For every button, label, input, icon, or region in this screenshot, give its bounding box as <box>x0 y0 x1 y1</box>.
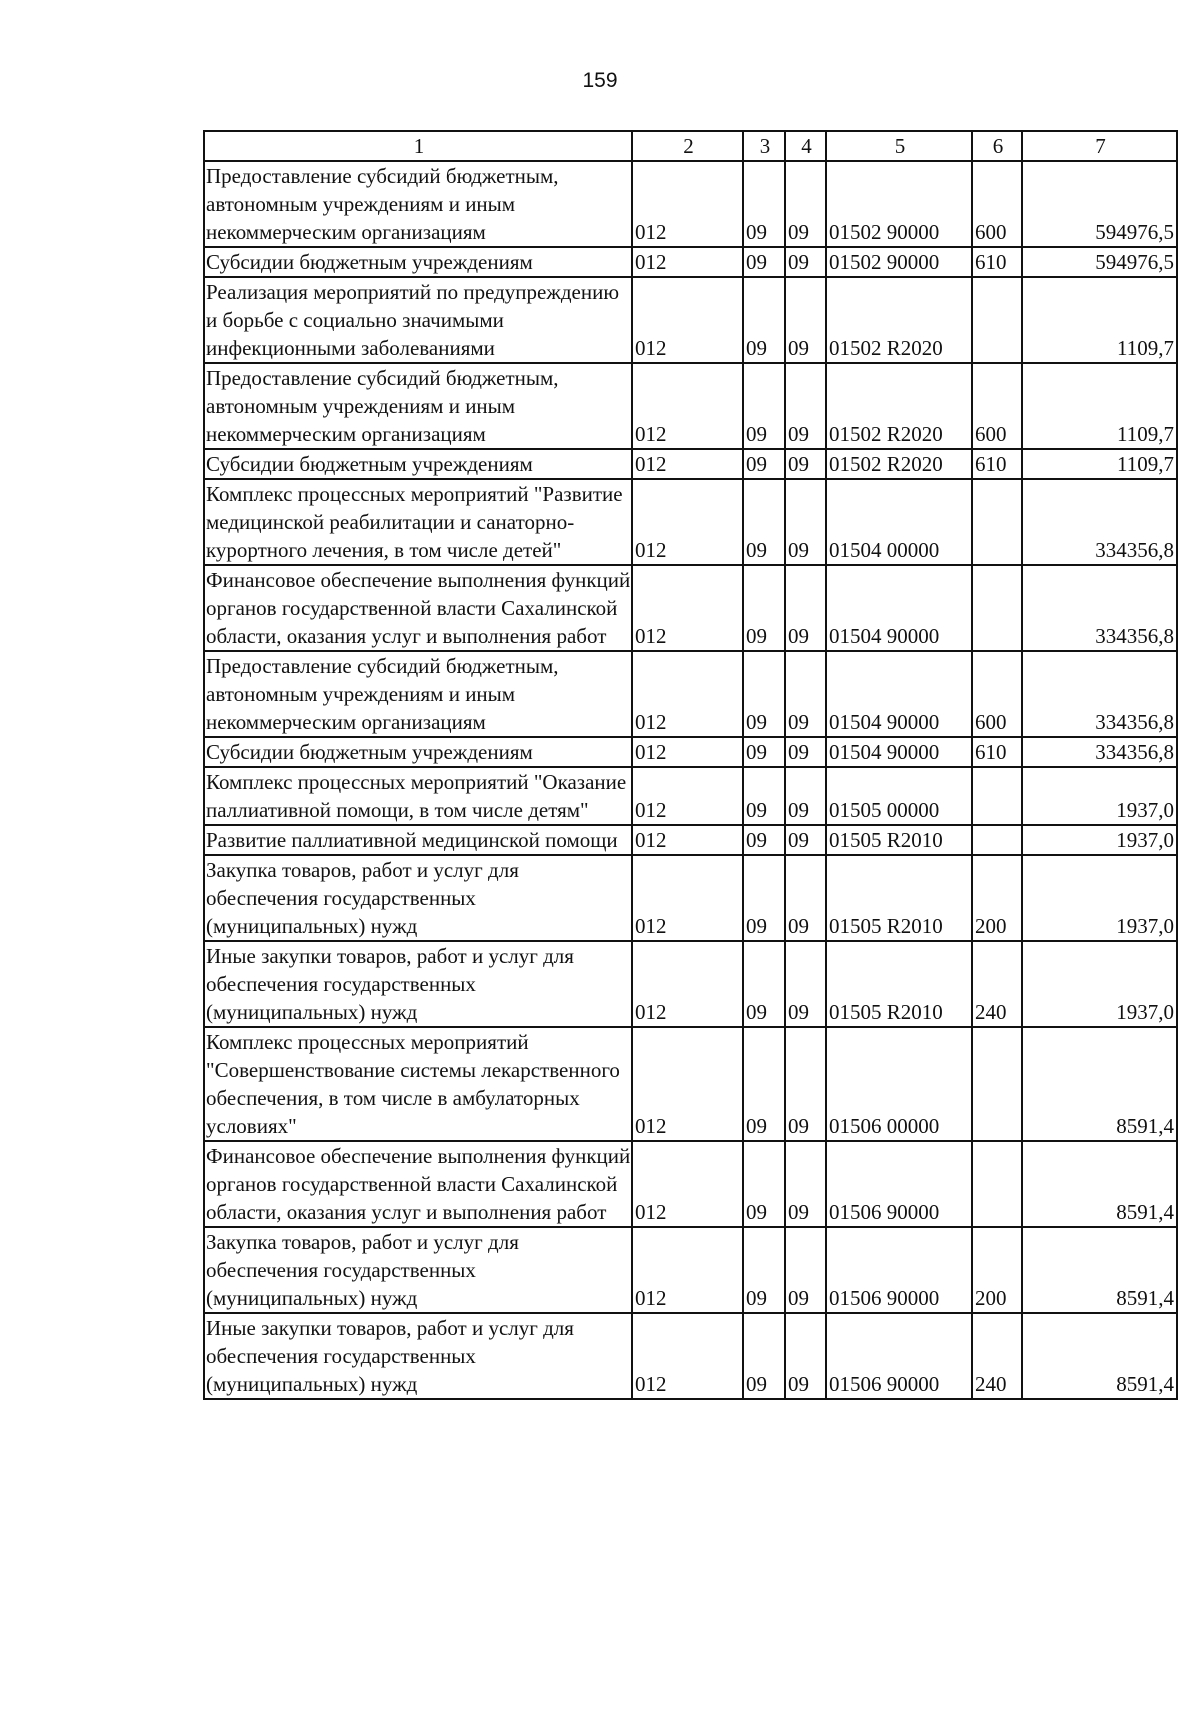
subsection-code-cell: 09 <box>785 277 826 363</box>
ministry-code-cell: 012 <box>632 363 743 449</box>
ministry-code-cell: 012 <box>632 767 743 825</box>
amount-cell: 334356,8 <box>1022 737 1177 767</box>
expense-type-cell <box>972 825 1022 855</box>
target-article-cell: 01502 90000 <box>826 247 972 277</box>
amount-cell: 1937,0 <box>1022 825 1177 855</box>
row-name-cell: Предоставление субсидий бюджетным, автономным учреждениям и иным некоммерческим организациям <box>204 651 632 737</box>
section-code-cell: 09 <box>743 565 785 651</box>
ministry-code-cell: 012 <box>632 941 743 1027</box>
ministry-code-cell: 012 <box>632 737 743 767</box>
table-row <box>204 161 1177 247</box>
target-article-cell: 01502 R2020 <box>826 277 972 363</box>
row-name-cell: Комплекс процессных мероприятий "Развитие медицинской реабилитации и санаторно-курортного лечения, в том числе детей" <box>204 479 632 565</box>
amount-cell: 1109,7 <box>1022 363 1177 449</box>
row-name-cell: Субсидии бюджетным учреждениям <box>204 449 632 479</box>
target-article-cell: 01505 00000 <box>826 767 972 825</box>
subsection-code-cell: 09 <box>785 1027 826 1141</box>
expense-type-cell: 240 <box>972 941 1022 1027</box>
ministry-code-cell: 012 <box>632 565 743 651</box>
row-name-cell: Комплекс процессных мероприятий "Оказание паллиативной помощи, в том числе детям" <box>204 767 632 825</box>
expense-type-cell: 610 <box>972 247 1022 277</box>
ministry-code-cell: 012 <box>632 479 743 565</box>
table-row <box>204 1027 1177 1141</box>
amount-cell: 8591,4 <box>1022 1313 1177 1399</box>
row-name-cell: Иные закупки товаров, работ и услуг для обеспечения государственных (муниципальных) нужд <box>204 1313 632 1399</box>
expense-type-cell: 240 <box>972 1313 1022 1399</box>
target-article-cell: 01502 R2020 <box>826 449 972 479</box>
ministry-code-cell: 012 <box>632 161 743 247</box>
ministry-code-cell: 012 <box>632 825 743 855</box>
table-row <box>204 1227 1177 1313</box>
row-name-cell: Реализация мероприятий по предупреждению и борьбе с социально значимыми инфекционными заболеваниями <box>204 277 632 363</box>
table-row <box>204 363 1177 449</box>
row-name-cell: Финансовое обеспечение выполнения функций органов государственной власти Сахалинской области, оказания услуг и выполнения работ <box>204 1141 632 1227</box>
amount-cell: 594976,5 <box>1022 247 1177 277</box>
amount-cell: 1937,0 <box>1022 767 1177 825</box>
amount-cell: 1109,7 <box>1022 449 1177 479</box>
section-code-cell: 09 <box>743 941 785 1027</box>
ministry-code-cell: 012 <box>632 855 743 941</box>
row-name-cell: Закупка товаров, работ и услуг для обеспечения государственных (муниципальных) нужд <box>204 855 632 941</box>
ministry-code-cell: 012 <box>632 1313 743 1399</box>
table-row <box>204 449 1177 479</box>
table-row <box>204 247 1177 277</box>
section-code-cell: 09 <box>743 767 785 825</box>
amount-cell: 1937,0 <box>1022 855 1177 941</box>
budget-table <box>203 130 1178 1400</box>
subsection-code-cell: 09 <box>785 161 826 247</box>
target-article-cell: 01504 00000 <box>826 479 972 565</box>
subsection-code-cell: 09 <box>785 1141 826 1227</box>
target-article-cell: 01504 90000 <box>826 651 972 737</box>
table-row <box>204 651 1177 737</box>
subsection-code-cell: 09 <box>785 363 826 449</box>
table-row <box>204 1313 1177 1399</box>
column-header: 5 <box>826 131 972 161</box>
target-article-cell: 01506 90000 <box>826 1141 972 1227</box>
target-article-cell: 01506 00000 <box>826 1027 972 1141</box>
section-code-cell: 09 <box>743 277 785 363</box>
expense-type-cell <box>972 767 1022 825</box>
ministry-code-cell: 012 <box>632 449 743 479</box>
target-article-cell: 01504 90000 <box>826 737 972 767</box>
row-name-cell: Финансовое обеспечение выполнения функций органов государственной власти Сахалинской области, оказания услуг и выполнения работ <box>204 565 632 651</box>
subsection-code-cell: 09 <box>785 565 826 651</box>
expense-type-cell <box>972 565 1022 651</box>
amount-cell: 594976,5 <box>1022 161 1177 247</box>
expense-type-cell: 600 <box>972 161 1022 247</box>
expense-type-cell: 600 <box>972 651 1022 737</box>
table-header-row <box>204 131 1177 161</box>
section-code-cell: 09 <box>743 247 785 277</box>
target-article-cell: 01505 R2010 <box>826 825 972 855</box>
table-row <box>204 737 1177 767</box>
amount-cell: 334356,8 <box>1022 651 1177 737</box>
subsection-code-cell: 09 <box>785 825 826 855</box>
row-name-cell: Закупка товаров, работ и услуг для обеспечения государственных (муниципальных) нужд <box>204 1227 632 1313</box>
ministry-code-cell: 012 <box>632 651 743 737</box>
column-header: 1 <box>204 131 632 161</box>
section-code-cell: 09 <box>743 1227 785 1313</box>
ministry-code-cell: 012 <box>632 1227 743 1313</box>
row-name-cell: Иные закупки товаров, работ и услуг для обеспечения государственных (муниципальных) нужд <box>204 941 632 1027</box>
target-article-cell: 01506 90000 <box>826 1313 972 1399</box>
amount-cell: 334356,8 <box>1022 479 1177 565</box>
subsection-code-cell: 09 <box>785 1227 826 1313</box>
row-name-cell: Комплекс процессных мероприятий "Совершенствование системы лекарственного обеспечения, в том числе в амбулаторных условиях" <box>204 1027 632 1141</box>
amount-cell: 334356,8 <box>1022 565 1177 651</box>
row-name-cell: Предоставление субсидий бюджетным, автономным учреждениям и иным некоммерческим организациям <box>204 363 632 449</box>
section-code-cell: 09 <box>743 479 785 565</box>
subsection-code-cell: 09 <box>785 247 826 277</box>
ministry-code-cell: 012 <box>632 277 743 363</box>
table-row <box>204 277 1177 363</box>
table-row <box>204 855 1177 941</box>
section-code-cell: 09 <box>743 363 785 449</box>
section-code-cell: 09 <box>743 737 785 767</box>
column-header: 4 <box>785 131 826 161</box>
subsection-code-cell: 09 <box>785 855 826 941</box>
target-article-cell: 01505 R2010 <box>826 941 972 1027</box>
column-header: 2 <box>632 131 743 161</box>
section-code-cell: 09 <box>743 449 785 479</box>
section-code-cell: 09 <box>743 825 785 855</box>
amount-cell: 8591,4 <box>1022 1141 1177 1227</box>
table-row <box>204 767 1177 825</box>
section-code-cell: 09 <box>743 161 785 247</box>
expense-type-cell <box>972 277 1022 363</box>
row-name-cell: Субсидии бюджетным учреждениям <box>204 247 632 277</box>
expense-type-cell <box>972 1027 1022 1141</box>
table-body <box>204 161 1177 1399</box>
page-number: 159 <box>582 69 618 92</box>
amount-cell: 1937,0 <box>1022 941 1177 1027</box>
expense-type-cell: 200 <box>972 855 1022 941</box>
column-header: 7 <box>1022 131 1177 161</box>
subsection-code-cell: 09 <box>785 449 826 479</box>
section-code-cell: 09 <box>743 1141 785 1227</box>
subsection-code-cell: 09 <box>785 1313 826 1399</box>
expense-type-cell: 610 <box>972 737 1022 767</box>
section-code-cell: 09 <box>743 1313 785 1399</box>
subsection-code-cell: 09 <box>785 651 826 737</box>
row-name-cell: Предоставление субсидий бюджетным, автономным учреждениям и иным некоммерческим организациям <box>204 161 632 247</box>
subsection-code-cell: 09 <box>785 479 826 565</box>
section-code-cell: 09 <box>743 1027 785 1141</box>
column-header: 3 <box>743 131 785 161</box>
expense-type-cell <box>972 479 1022 565</box>
ministry-code-cell: 012 <box>632 247 743 277</box>
subsection-code-cell: 09 <box>785 941 826 1027</box>
target-article-cell: 01506 90000 <box>826 1227 972 1313</box>
subsection-code-cell: 09 <box>785 767 826 825</box>
ministry-code-cell: 012 <box>632 1141 743 1227</box>
target-article-cell: 01504 90000 <box>826 565 972 651</box>
row-name-cell: Развитие паллиативной медицинской помощи <box>204 825 632 855</box>
table-row <box>204 825 1177 855</box>
target-article-cell: 01502 R2020 <box>826 363 972 449</box>
amount-cell: 8591,4 <box>1022 1027 1177 1141</box>
expense-type-cell <box>972 1141 1022 1227</box>
table-row <box>204 479 1177 565</box>
section-code-cell: 09 <box>743 651 785 737</box>
column-header: 6 <box>972 131 1022 161</box>
section-code-cell: 09 <box>743 855 785 941</box>
table-row <box>204 565 1177 651</box>
amount-cell: 1109,7 <box>1022 277 1177 363</box>
target-article-cell: 01505 R2010 <box>826 855 972 941</box>
amount-cell: 8591,4 <box>1022 1227 1177 1313</box>
ministry-code-cell: 012 <box>632 1027 743 1141</box>
row-name-cell: Субсидии бюджетным учреждениям <box>204 737 632 767</box>
table-row <box>204 1141 1177 1227</box>
target-article-cell: 01502 90000 <box>826 161 972 247</box>
subsection-code-cell: 09 <box>785 737 826 767</box>
table-row <box>204 941 1177 1027</box>
expense-type-cell: 610 <box>972 449 1022 479</box>
expense-type-cell: 200 <box>972 1227 1022 1313</box>
expense-type-cell: 600 <box>972 363 1022 449</box>
